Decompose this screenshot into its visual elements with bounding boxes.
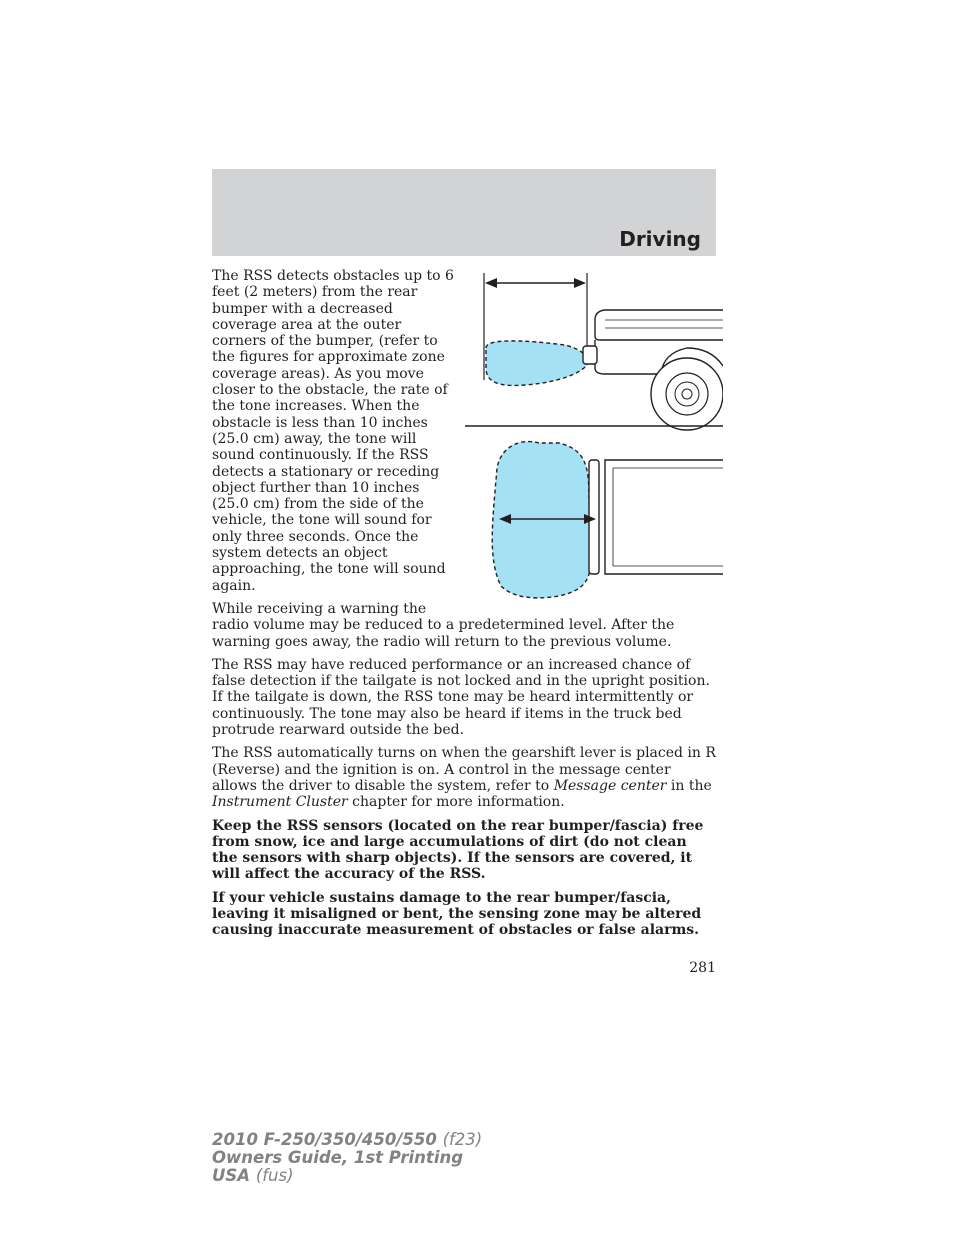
rear-bumper-side: [583, 346, 597, 364]
wheel-rim: [666, 373, 708, 415]
warning-sensor-cleaning: Keep the RSS sensors (located on the rear bumper/fascia) free from snow, ice and large accumulations of dirt (do not clean the sensors with sharp objects). If the sensors are covered, it will affect the accuracy of the RSS.: [212, 817, 704, 883]
arrowhead-left: [485, 278, 497, 288]
rss-coverage-figure: [465, 268, 723, 613]
side-detection-zone: [486, 341, 589, 386]
section-title: Driving: [619, 227, 701, 251]
rss-coverage-diagram: [465, 268, 723, 613]
footer-guide: Owners Guide, 1st Printing: [212, 1148, 464, 1167]
top-view: [492, 442, 723, 598]
footer-line-region: [212, 1167, 482, 1185]
instrument-cluster-reference: Instrument Cluster: [212, 794, 348, 811]
paragraph-detection-range: The RSS detects obstacles up to 6 feet (2 meters) from the rear bumper with a decreased coverage area at the outer corners of the bumper, (refer to the figures for approximate zone coverage areas). As you move closer to the obstacle, the rate of the tone increases. When the obstacle is less than 10 inches (25.0 cm) away, the tone will sound continuously. If the RSS detects a stationary or receding object further than 10 inches (25.0 cm) from the side of the vehicle, the tone will sound for only three seconds. Once the system detects an object approaching, the tone will sound again.: [212, 268, 454, 594]
paragraph-activation: [212, 745, 716, 810]
truck-bed-top: [605, 460, 723, 574]
footer-model: 2010 F-250/350/450/550: [212, 1130, 437, 1149]
section-header-bar: [212, 169, 716, 256]
truck-bed-side: [595, 310, 723, 340]
paragraph-radio-volume: While receiving a warning the radio volume may be reduced to a predetermined level. After the warning goes away, the radio will return to the previous volume.: [212, 600, 675, 650]
document-footer: [212, 1131, 482, 1185]
footer-region-code: (fus): [255, 1166, 294, 1185]
message-center-reference: Message center: [553, 777, 667, 794]
page-number: 281: [689, 960, 716, 976]
footer-line-model: [212, 1131, 482, 1149]
page-body: [212, 268, 716, 946]
footer-model-code: (f23): [442, 1130, 483, 1149]
activation-text-1: The RSS automatically turns on when the gearshift lever is placed in R (Reverse) and the ignition is on. A control in the message center allows the driver to disable the system, refer to: [212, 745, 716, 794]
arrowhead-right: [574, 278, 586, 288]
paragraph-tailgate: The RSS may have reduced performance or an increased chance of false detection if the tailgate is not locked and in the upright position. If the tailgate is down, the RSS tone may be heard intermittently or continuously. The tone may also be heard if items in the truck bed protrude rearward outside the bed.: [212, 656, 710, 739]
activation-text-3: chapter for more information.: [347, 794, 565, 811]
warning-bumper-damage: If your vehicle sustains damage to the rear bumper/fascia, leaving it misaligned or bent, the sensing zone may be altered causing inaccurate measurement of obstacles or false alarms.: [212, 889, 702, 939]
side-view: [465, 273, 723, 430]
footer-region: USA: [212, 1166, 251, 1185]
activation-text-2: in the: [666, 777, 712, 794]
